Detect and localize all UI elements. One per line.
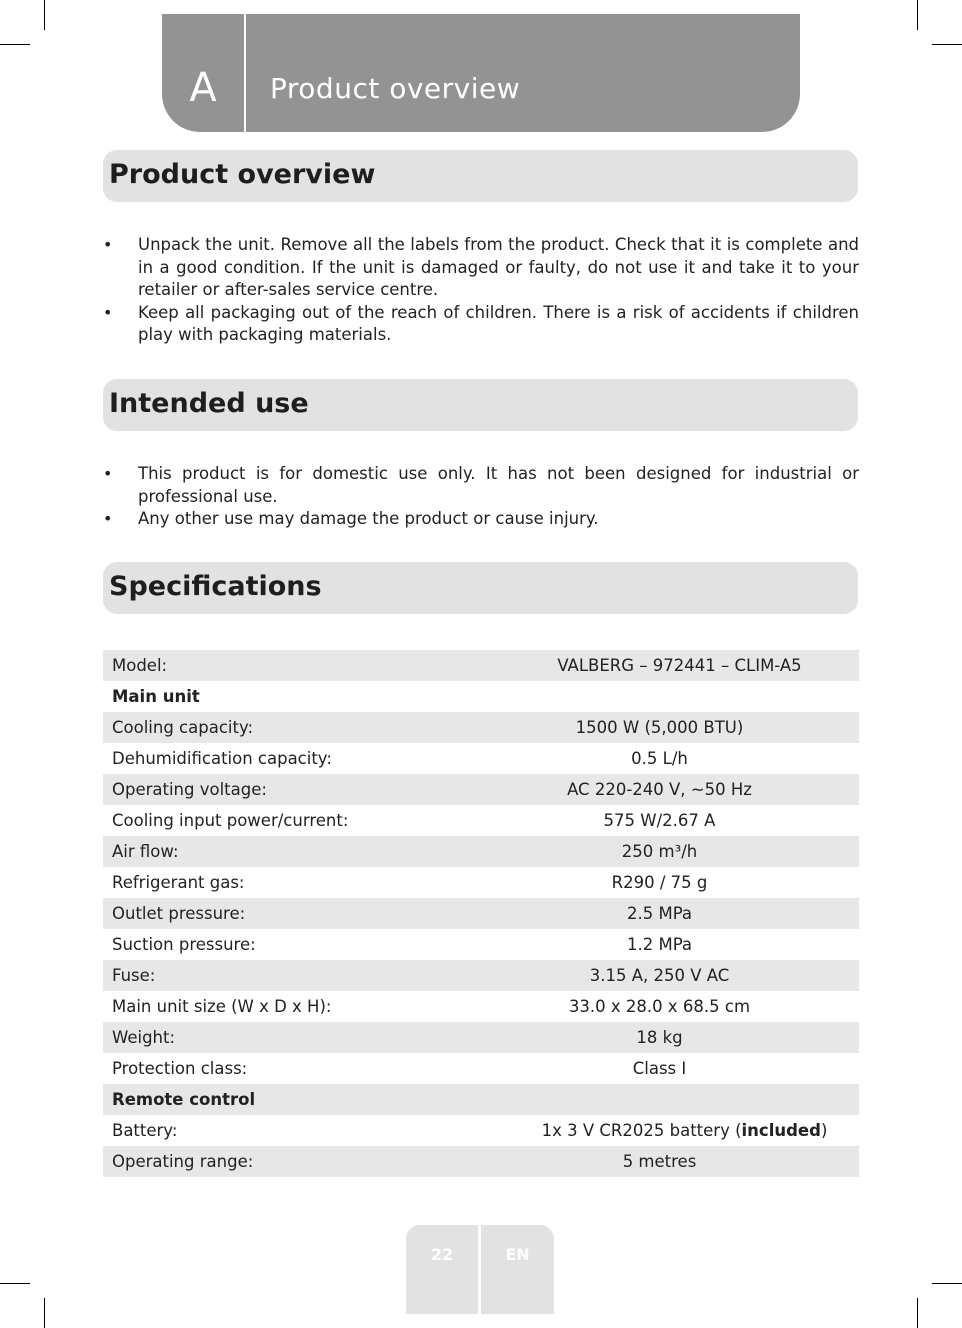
- battery-value-included: included: [741, 1121, 821, 1140]
- spec-value: 18 kg: [540, 1022, 859, 1053]
- battery-value-prefix: 1x 3 V CR2025 battery (: [541, 1121, 742, 1140]
- intended-use-bullet-list: [103, 463, 859, 531]
- spec-label: Fuse:: [103, 960, 540, 991]
- section-title: Product overview: [109, 159, 376, 190]
- table-row: [103, 774, 859, 805]
- chapter-letter: A: [189, 65, 217, 111]
- table-row: [103, 1084, 859, 1115]
- spec-value: R290 / 75 g: [611, 873, 708, 892]
- table-row: [103, 712, 859, 743]
- spec-label: Air flow:: [103, 836, 540, 867]
- section-header-intended-use: [103, 379, 858, 431]
- chapter-tab: [162, 14, 800, 132]
- crop-mark: [932, 44, 962, 45]
- bullet-icon: •: [103, 464, 113, 483]
- spec-value: 1.2 MPa: [626, 935, 693, 954]
- table-row: [103, 1022, 859, 1053]
- crop-mark: [44, 1298, 45, 1328]
- spec-value: 575 W/2.67 A: [603, 811, 716, 830]
- table-row: [103, 991, 859, 1022]
- spec-label: Cooling capacity:: [103, 712, 540, 743]
- language-code: EN: [481, 1225, 554, 1314]
- section-header-specifications: [103, 562, 858, 614]
- section-header-overview: [103, 150, 858, 202]
- table-row: [103, 681, 859, 712]
- table-row: [103, 898, 859, 929]
- crop-mark: [917, 1298, 918, 1328]
- table-row: [103, 743, 859, 774]
- specifications-table: [103, 650, 859, 1177]
- bullet-icon: •: [103, 235, 113, 254]
- spec-label: Refrigerant gas:: [112, 873, 245, 892]
- table-row: [103, 805, 859, 836]
- spec-value: 1500 W (5,000 BTU): [540, 712, 859, 743]
- spec-label: Main unit size (W x D x H):: [112, 997, 332, 1016]
- spec-label: Suction pressure:: [112, 935, 256, 954]
- overview-bullet-list: [103, 234, 859, 347]
- crop-mark: [0, 44, 30, 45]
- battery-value-suffix: ): [820, 1121, 828, 1140]
- table-row: [103, 929, 859, 960]
- bullet-icon: •: [103, 509, 113, 528]
- spec-value: 250 m³/h: [540, 836, 859, 867]
- spec-label: Operating voltage:: [103, 774, 540, 805]
- spec-value: 5 metres: [540, 1146, 859, 1177]
- spec-value: 3.15 A, 250 V AC: [540, 960, 859, 991]
- spec-group-heading: Main unit: [112, 687, 200, 706]
- table-row: [103, 1115, 859, 1146]
- table-row: [103, 867, 859, 898]
- spec-value: [540, 1115, 859, 1146]
- bullet-icon: •: [103, 302, 113, 322]
- spec-label: Model:: [103, 650, 540, 681]
- spec-label: Operating range:: [103, 1146, 540, 1177]
- spec-label: Battery:: [112, 1121, 178, 1140]
- list-item: [103, 463, 859, 508]
- spec-group-heading: Remote control: [103, 1084, 859, 1115]
- table-row: [103, 650, 859, 681]
- spec-value: 2.5 MPa: [540, 898, 859, 929]
- page-number: 22: [406, 1225, 478, 1314]
- table-row: [103, 1146, 859, 1177]
- spec-label: Protection class:: [112, 1059, 248, 1078]
- spec-value: AC 220-240 V, ~50 Hz: [540, 774, 859, 805]
- section-title: Specifications: [109, 571, 322, 602]
- crop-mark: [44, 0, 45, 30]
- tab-divider: [244, 14, 246, 132]
- spec-label: Weight:: [103, 1022, 540, 1053]
- spec-value: 33.0 x 28.0 x 68.5 cm: [568, 997, 751, 1016]
- spec-value: VALBERG – 972441 – CLIM-A5: [540, 650, 859, 681]
- list-item: [103, 234, 859, 302]
- bullet-text: This product is for domestic use only. It has not been designed for industrial or professional use.: [138, 464, 859, 506]
- list-item: [103, 302, 859, 347]
- section-title: Intended use: [109, 388, 309, 419]
- table-row: [103, 960, 859, 991]
- table-row: [103, 836, 859, 867]
- bullet-text: Keep all packaging out of the reach of children. There is a risk of accidents if children play with packaging materials.: [138, 302, 859, 344]
- list-item: [103, 508, 859, 531]
- spec-label: Outlet pressure:: [103, 898, 540, 929]
- crop-mark: [917, 0, 918, 30]
- spec-label: Cooling input power/current:: [112, 811, 349, 830]
- spec-label: Dehumidification capacity:: [112, 749, 332, 768]
- bullet-text: Unpack the unit. Remove all the labels from the product. Check that it is complete and in a good condition. If the unit is damaged or faulty, do not use it and take it to your retailer or after-sales service centre.: [138, 235, 859, 299]
- chapter-title: Product overview: [270, 72, 521, 105]
- table-row: [103, 1053, 859, 1084]
- crop-mark: [932, 1283, 962, 1284]
- bullet-text: Any other use may damage the product or cause injury.: [138, 509, 599, 528]
- spec-value: 0.5 L/h: [631, 749, 688, 768]
- crop-mark: [0, 1283, 30, 1284]
- spec-value: Class I: [632, 1059, 687, 1078]
